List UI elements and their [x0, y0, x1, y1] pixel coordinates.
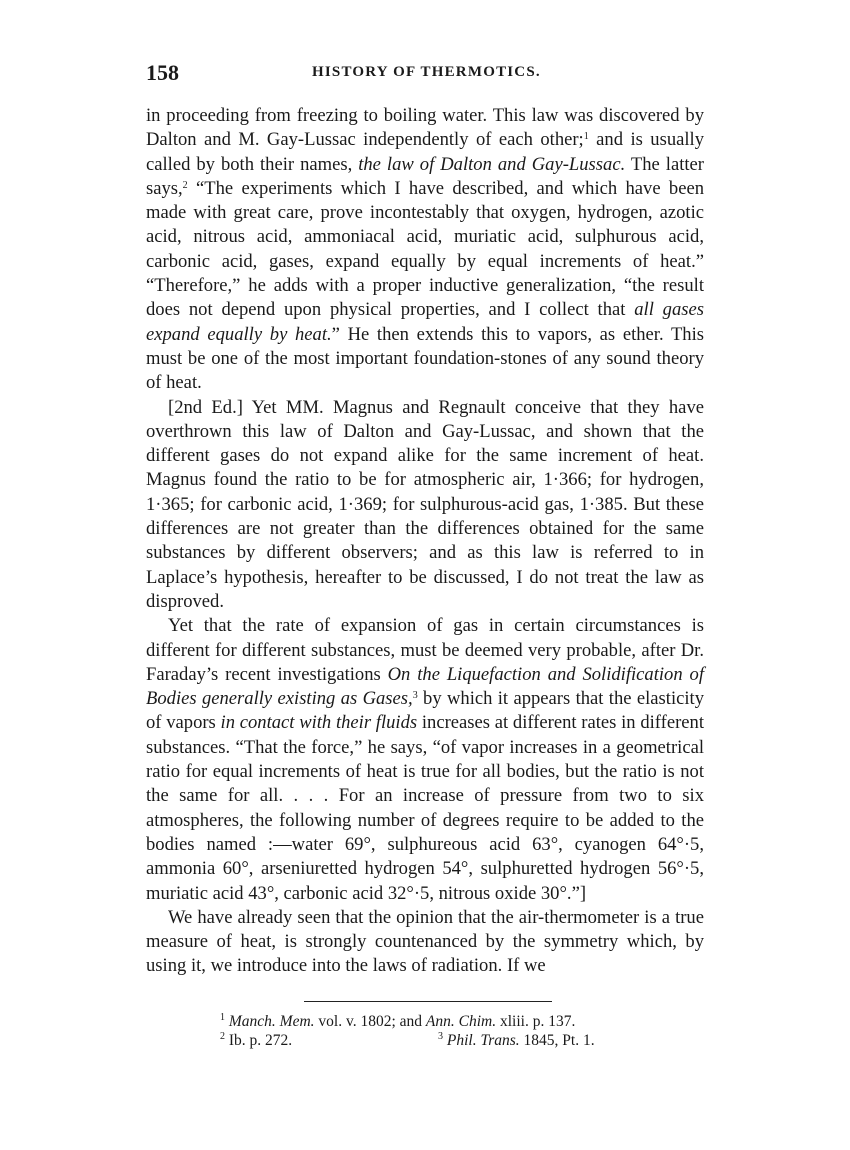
footnote-mark: 1 [220, 1011, 225, 1023]
footnote-3 [438, 1031, 595, 1050]
footnote-reference: 3 [412, 690, 418, 702]
paragraph-2 [146, 396, 704, 615]
footnote-row-2 [220, 1031, 640, 1050]
italic-text: Phil. Trans. [446, 1031, 520, 1049]
footnote-2 [220, 1032, 292, 1049]
footnote-1 [220, 1013, 575, 1030]
paragraph-1 [146, 104, 704, 396]
italic-text: On the Liquefaction and Solidification of Bodies generally existing as Gases, [146, 663, 704, 710]
text-run: increases at different rates in different substances. “That the force,” he says, “of vapor increases in a geometrical ratio for equal increments of heat is true for all bodies, but the ratio is not the same for all. . . . For an increase of pressure from two to six atmospheres, the following number of degrees require to be added to the bodies named :—water 69°, sulphureous acid 63°, cyanogen 64°·5, ammonia 60°, arseniuretted hydrogen 54°, sulphuretted hydrogen 56°·5, muriatic acid 43°, carbonic acid 32°·5, nitrous oxide 30°.”] [146, 712, 704, 904]
paragraph-3 [146, 614, 704, 906]
text-run: Ib. p. 272. [228, 1031, 293, 1049]
text-run: in proceeding from freezing to boiling water. This law was discovered by Dalton and M. Gay-Lussac independently of each other; [146, 105, 704, 151]
footnote-row-1 [220, 1012, 640, 1031]
text-run: vol. v. 1802; and [314, 1012, 426, 1030]
italic-text: Manch. Mem. [228, 1012, 315, 1030]
footnotes [220, 1012, 640, 1050]
text-run: and is usually called by both their names, [146, 129, 704, 175]
text-run: The latter says, [146, 153, 704, 199]
page-number: 158 [146, 60, 179, 85]
running-head: HISTORY OF THERMOTICS. [312, 64, 541, 80]
footnote-divider [304, 1001, 552, 1002]
text-run: [2nd Ed.] Yet MM. Magnus and Regnault conceive that they have overthrown this law of Dalton and Gay-Lussac, and shown that the different gases do not expand alike for the same increment of heat. Magnus found the ratio to be for atmospheric air, 1·366; for hydrogen, 1·365; for carbonic acid, 1·369; for sulphurous-acid gas, 1·385. But these differences are not greater than the differences obtained for the same substances by different observers; and as this law is referred to in Laplace’s hypothesis, hereafter to be discussed, I do not treat the law as disproved. [146, 396, 704, 612]
text-run: Yet that the rate of expansion of gas in certain circumstances is different for different substances, must be deemed very probable, after Dr. Faraday’s recent investigations [146, 615, 704, 685]
footnote-mark: 3 [438, 1030, 443, 1042]
paragraph-4 [146, 906, 704, 979]
book-page [146, 60, 704, 1050]
footnote-reference: 2 [182, 179, 188, 191]
page-header [146, 60, 704, 90]
italic-text: Ann. Chim. [425, 1012, 497, 1030]
text-run: xliii. p. 137. [496, 1012, 576, 1030]
text-run: ” He then extends this to vapors, as ether. This must be one of the most important foundation-stones of any sound theory of heat. [146, 323, 704, 394]
italic-text: the law of Dalton and Gay-Lussac. [358, 153, 626, 175]
footnote-mark: 2 [220, 1030, 225, 1042]
italic-text: all gases expand equally by heat. [146, 299, 704, 345]
body-text [146, 104, 704, 979]
text-run: by which it appears that the elasticity of vapors [146, 688, 704, 734]
text-run: We have already seen that the opinion that the air-thermometer is a true measure of heat, is strongly countenanced by the symmetry which, by using it, we introduce into the laws of radiation. If we [146, 906, 704, 977]
text-run: “The experiments which I have described, and which have been made with great care, prove incontestably that oxygen, hydrogen, azotic acid, nitrous acid, ammoniacal acid, muriatic acid, sulphurous acid, carbonic acid, gases, expand equally by equal increments of heat.” “Therefore,” he adds with a proper inductive generalization, “the result does not depend upon physical properties, and I collect that [146, 177, 704, 321]
footnote-reference: 1 [583, 131, 589, 143]
italic-text: in contact with their fluids [220, 712, 418, 734]
text-run: 1845, Pt. 1. [519, 1031, 595, 1049]
